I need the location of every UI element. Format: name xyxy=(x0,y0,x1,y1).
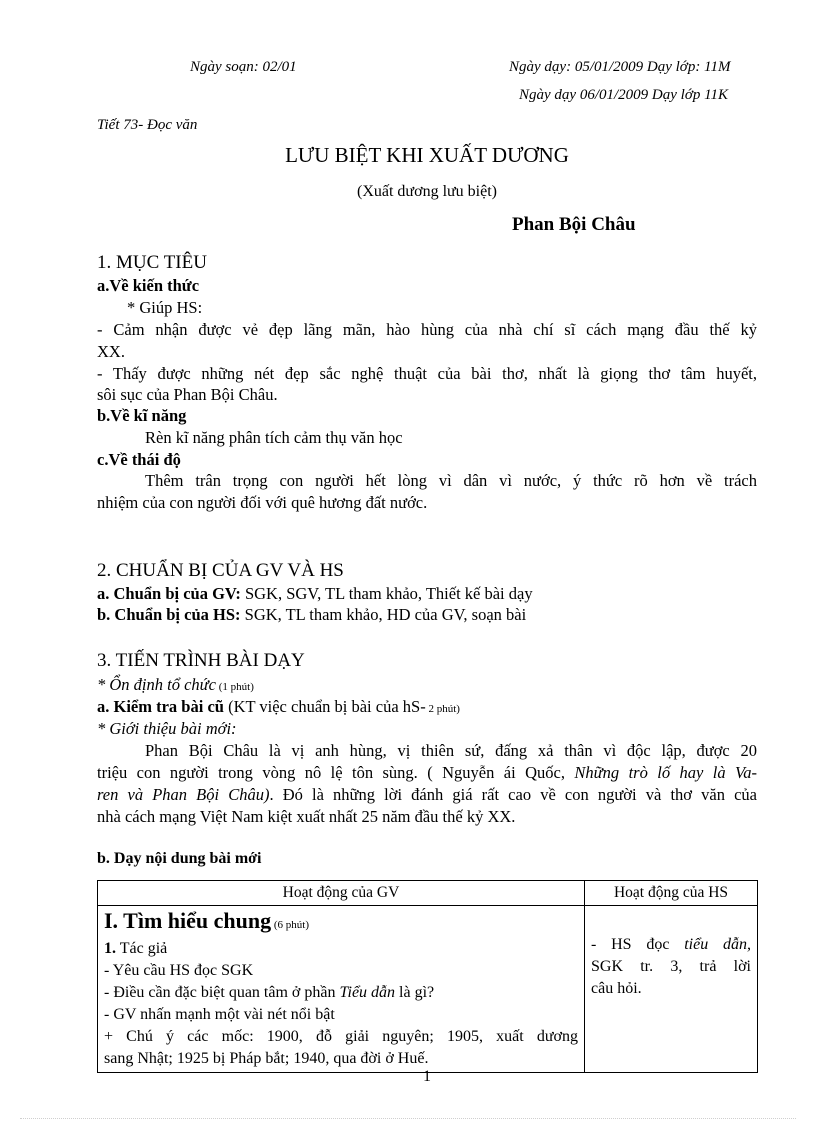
gv-line-4: + Chú ý các mốc: 1900, đỗ giải nguyên; 1905, xuất dương xyxy=(104,1028,578,1045)
gv-l2b: Tiểu dẫn xyxy=(339,984,396,1001)
tiet-label: Tiết 73- Đọc văn xyxy=(97,117,198,133)
col-header-hs: Hoạt động của HS xyxy=(585,881,758,906)
author: Phan Bội Châu xyxy=(512,214,636,235)
ngay-soan: Ngày soạn: 02/01 xyxy=(190,59,297,75)
intro-paragraph-line1: Phan Bội Châu là vị anh hùng, vị thiên sứ, đấng xả thân vì độc lập, được 20 xyxy=(145,741,757,760)
gv-item-author xyxy=(104,938,578,960)
section-2a-text: SGK, SGV, TL tham khảo, Thiết kế bài dạy xyxy=(240,584,533,603)
intro-p2b: Những trò lố hay là Va- xyxy=(564,763,758,782)
gv-title-text: I. Tìm hiểu chung xyxy=(104,908,272,933)
hs-cell xyxy=(585,906,758,1073)
section-1a-line1b: XX. xyxy=(97,342,125,361)
gv-line-2 xyxy=(104,982,578,1004)
intro-paragraph-line2 xyxy=(97,762,757,784)
section-2b xyxy=(97,604,757,626)
gv-l2c: là gì? xyxy=(395,984,435,1001)
intro-paragraph-line3 xyxy=(97,784,757,806)
section-1b-text: Rèn kĩ năng phân tích cảm thụ văn học xyxy=(145,428,403,447)
section-2a-label: a. Chuẩn bị của GV: xyxy=(97,584,241,603)
kiem-tra-label: a. Kiểm tra bài cũ xyxy=(97,697,224,716)
section-2-heading: 2. CHUẨN BỊ CỦA GV VÀ HS xyxy=(97,560,344,581)
section-1c-label: c.Về thái độ xyxy=(97,450,181,469)
subtitle: (Xuất dương lưu biệt) xyxy=(357,183,497,200)
gv-title-time: (6 phút) xyxy=(271,919,309,931)
gv-cell xyxy=(98,906,585,1073)
section-1-heading: 1. MỤC TIÊU xyxy=(97,252,207,273)
intro-p3a: ren và Phan Bội Châu) xyxy=(97,785,270,804)
section-1a-line2a: - Thấy được những nét đẹp sắc nghệ thuật của bài thơ, nhất là giọng thơ tâm huyết, xyxy=(97,364,757,383)
day-noi-dung-label: b. Dạy nội dung bài mới xyxy=(97,850,262,867)
section-2b-text: SGK, TL tham khảo, HD của GV, soạn bài xyxy=(240,605,527,624)
page-number: 1 xyxy=(423,1068,431,1085)
on-dinh-label: * Ổn định tổ chức xyxy=(97,675,216,694)
table-row xyxy=(98,906,758,1073)
hs-l1a: - HS đọc xyxy=(591,936,685,953)
section-1c-line2: nhiệm của con người đối với quê hương đất nước. xyxy=(97,493,428,512)
gv-item-num: 1. xyxy=(104,940,116,957)
section-1a-label: a.Về kiến thức xyxy=(97,276,200,295)
kiem-tra-text: (KT việc chuẩn bị bài của hS- xyxy=(223,697,426,716)
gv-line-3: - GV nhấn mạnh một vài nét nổi bật xyxy=(104,1006,335,1023)
table-header-row xyxy=(98,881,758,906)
kiem-tra-bai-cu xyxy=(97,696,757,720)
on-dinh-to-chuc xyxy=(97,674,757,698)
col-header-gv: Hoạt động của GV xyxy=(98,881,585,906)
hs-line-3: câu hỏi. xyxy=(591,980,642,997)
intro-p3b: . Đó là những lời đánh giá rất cao về con người và thơ văn của xyxy=(269,785,757,804)
gv-l2a: - Điều cần đặc biệt quan tâm ở phần xyxy=(104,984,340,1001)
gioi-thieu-bai-moi: * Giới thiệu bài mới: xyxy=(97,719,237,738)
gv-line-1: - Yêu cầu HS đọc SGK xyxy=(104,962,254,979)
hs-l1b: tiểu dẫn, xyxy=(684,936,751,953)
hs-line-2: SGK tr. 3, trả lời xyxy=(591,958,751,975)
intro-paragraph-line4: nhà cách mạng Việt Nam kiệt xuất nhất 25 năm đầu thế kỷ XX. xyxy=(97,807,516,826)
section-2a xyxy=(97,583,757,605)
hs-line-1 xyxy=(591,934,751,956)
ngay-day-1: Ngày dạy: 05/01/2009 Dạy lớp: 11M xyxy=(509,59,731,75)
gv-item-label: Tác giả xyxy=(116,940,168,957)
gv-line-5: sang Nhật; 1925 bị Pháp bắt; 1940, qua đời ở Huế. xyxy=(104,1050,429,1067)
lesson-plan-table xyxy=(97,880,758,1073)
section-1a-line2b: sôi sục của Phan Bội Châu. xyxy=(97,385,278,404)
ngay-day-2: Ngày dạy 06/01/2009 Dạy lớp 11K xyxy=(519,87,728,103)
section-1a-intro: * Giúp HS: xyxy=(127,298,203,317)
on-dinh-time: (1 phút) xyxy=(215,681,254,693)
section-1b-label: b.Về kĩ năng xyxy=(97,406,187,425)
section-1a-line1a: - Cảm nhận được vẻ đẹp lãng mãn, hào hùng của nhà chí sĩ cách mạng đầu thế kỷ xyxy=(97,320,757,339)
page-bottom-divider xyxy=(20,1118,796,1119)
kiem-tra-time: 2 phút) xyxy=(425,703,460,715)
gv-section-title xyxy=(104,908,578,938)
section-1c-line1: Thêm trân trọng con người hết lòng vì dân vì nước, ý thức rõ hơn về trách xyxy=(145,471,757,490)
section-2b-label: b. Chuẩn bị của HS: xyxy=(97,605,241,624)
intro-p2a: triệu con người trong vòng nô lệ tôn sùng. ( Nguyễn ái Quốc, xyxy=(97,763,565,782)
page-title: LƯU BIỆT KHI XUẤT DƯƠNG xyxy=(285,143,569,167)
section-3-heading: 3. TIẾN TRÌNH BÀI DẠY xyxy=(97,650,305,671)
